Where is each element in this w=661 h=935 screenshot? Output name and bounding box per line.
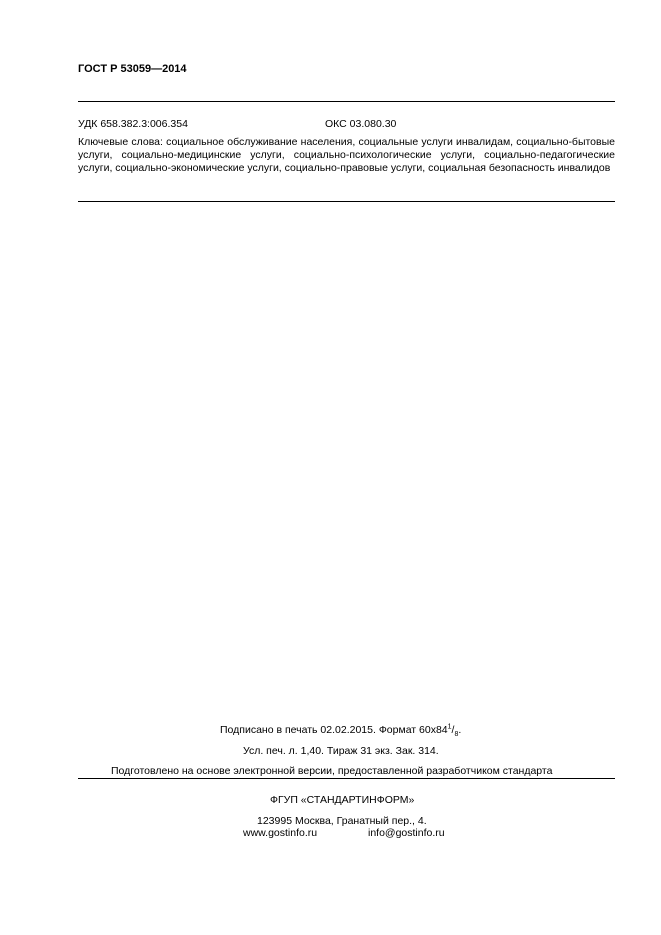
oks-code: ОКС 03.080.30 [325, 118, 397, 130]
print-info-line: Усл. печ. л. 1,40. Тираж 31 экз. Зак. 314. [243, 745, 439, 757]
prepared-note: Подготовлено на основе электронной версии, предоставленной разработчиком стандарта [111, 765, 553, 777]
signed-for-print-line [220, 723, 462, 739]
format-subscript: 8 [454, 731, 459, 739]
publisher-email-link[interactable]: info@gostinfo.ru [368, 827, 445, 839]
divider-top [78, 101, 615, 102]
format-superscript: 1 [447, 723, 452, 731]
udk-code: УДК 658.382.3:006.354 [78, 118, 188, 130]
keywords-text: Ключевые слова: социальное обслуживание населения, социальные услуги инвалидам, социально-бытовые услуги, социально-медицинские услуги, социально-психологические услуги, социально-педагогические услуги, социально-экономические услуги, социально-правовые услуги, социальная безопасность инвалидов [78, 136, 615, 174]
publisher-name: ФГУП «СТАНДАРТИНФОРМ» [270, 794, 415, 806]
publisher-website-link[interactable]: www.gostinfo.ru [243, 827, 318, 839]
signed-prefix: Подписано в печать 02.02.2015. Формат 60x84 [220, 724, 448, 736]
divider-footer [78, 778, 615, 779]
signed-suffix: . [458, 724, 462, 736]
publisher-address: 123995 Москва, Гранатный пер., 4. [257, 815, 427, 827]
document-code: ГОСТ Р 53059—2014 [78, 63, 187, 75]
divider-keywords [78, 201, 615, 202]
format-slash: / [451, 724, 455, 736]
